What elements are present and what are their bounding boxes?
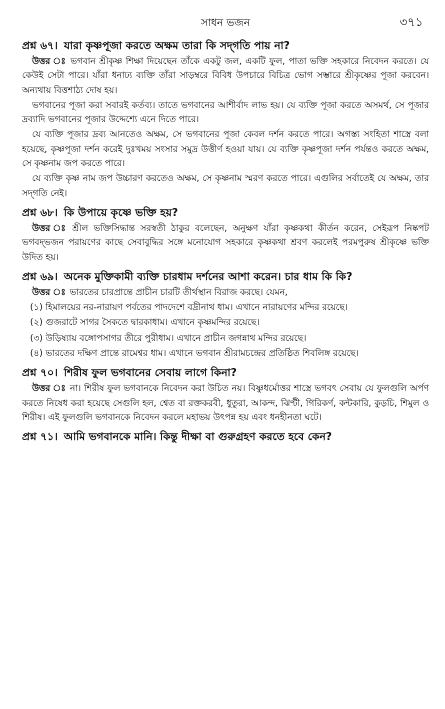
answer-label: উত্তর ঃ: [32, 287, 66, 298]
answer-text: শ্রীল ভক্তিসিদ্ধান্ত সরস্বতী ঠাকুর বলেছেন, অনুক্ষণ যাঁরা কৃষ্ণকথা কীর্তন করেন, সেইরূপ নিষ্কপট ভগবদ্‌ভজন পরায়ণের কাছে সেবাবুদ্ধির সঙ্গে মনোযোগ সহকারে কৃষ্ণকথা শ্রবণ করলেই পরমপুরুষ শ্রীকৃষ্ণে ভক্তি উদিত হয়।: [22, 223, 429, 263]
answer-69: [22, 286, 429, 300]
paragraph: যে ব্যক্তি কৃষ্ণ নাম জপ উচ্চারণ করতেও অক্ষম, সে কৃষ্ণনাম স্মরণ করতে পারে। এগুলির সর্বাতেই যে অক্ষম, তার সদ্‌গতি নেই।: [22, 174, 429, 199]
dham-list-item: (২) গুজরাটে সাগর সৈকতে দ্বারকাধাম। এখানে কৃষ্ণমন্দির রয়েছে।: [30, 318, 260, 329]
question-label: প্রশ্ন ৬৮।: [22, 206, 58, 219]
answer-67: [22, 55, 429, 98]
paragraph: ভগবানের পূজা করা সবারই কর্তব্য। তাতে ভগবানের আশীর্বাদ লাভ হয়। যে ব্যক্তি পূজা করতে অসমর্থ, সে পূজার দ্রব্যাদি ভগবানের পূজার উদ্দেশ্যে এনে দিতে পারে।: [22, 100, 429, 126]
answer-label: উত্তর ঃ: [32, 223, 69, 234]
page-number: ৩৭১: [399, 15, 423, 29]
question-text: অনেক মুক্তিকামী ব্যক্তি চারধাম দর্শনের আশা করেন। চার ধাম কি কি?: [63, 270, 353, 283]
question-text: আমি ভগবানকে মানি। কিন্তু দীক্ষা বা গুরুগ্রহণ করতে হবে কেন?: [63, 431, 332, 444]
question-text: যারা কৃষ্ণপূজা করতে অক্ষম তারা কি সদ্‌গতি পায় না?: [63, 40, 290, 52]
question-69: [22, 270, 429, 285]
answer-label: উত্তর ঃ: [32, 57, 67, 67]
question-label: প্রশ্ন ৬৯।: [22, 270, 58, 283]
answer-70: [22, 382, 429, 425]
question-label: প্রশ্ন ৭১।: [22, 431, 58, 444]
dham-list-item: (৪) ভারতের দক্ষিণ প্রান্তে রামেশ্বর ধাম। এখানে ভগবান শ্রীরামচন্দ্রের প্রতিষ্ঠিত শিবলিঙ্গ রয়েছে।: [30, 349, 359, 360]
question-70: [22, 366, 429, 381]
question-label: প্রশ্ন ৬৭।: [22, 40, 58, 52]
answer-68: [22, 222, 429, 265]
question-text: শিরীষ ফুল ভগবানের সেবায় লাগে কিনা?: [63, 367, 237, 380]
question-68: [22, 206, 429, 221]
dham-list-item: (১) হিমালয়ের নর-নারায়ণ পর্বতের পাদদেশে বদ্রীনাথ ধাম। এখানে নারায়ণের মন্দির রয়েছে।: [30, 303, 348, 314]
dham-list-item: (৩) উড়িষ্যায় বঙ্গোপসাগর তীরে পুরীধাম। এখানে প্রাচীন জগন্নাথ মন্দির রয়েছে।: [30, 333, 307, 344]
question-71: [22, 430, 429, 445]
running-header: [22, 14, 429, 34]
paragraph: যে ব্যক্তি পূজার দ্রব্য আনতেও অক্ষম, সে ভগবানের পূজা কেবল দর্শন করতে পারে। অগস্ত্য সংহিতা শাস্ত্রে বলা হয়েছে, কৃষ্ণপূজা দর্শন করেই দুঃখময় সংসার সমুদ্র উত্তীর্ণ হওয়া যায়। যে ব্যক্তি কৃষ্ণপূজা দর্শন পর্যন্তও করতে অক্ষম, সে কৃষ্ণনাম জপ করতে পারে।: [22, 130, 429, 170]
answer-text: না। শিরীষ ফুল ভগবানকে নিবেদন করা উচিত নয়। বিষ্ণুধর্মোত্তর শাস্ত্রে ভগবৎ সেবায় যে ফুলগুলি অর্পণ করতে নিষেধ করা হয়েছে সেগুলি হল, শ্বেত বা রক্তকরবী, ধুতুরা, আকন্দ, ঝিণ্টী, গিরিকর্ণ, কন্টকারি, কুড়চি, শিমুল ও শিরীষ। এই ফুলগুলি ভগবানকে নিবেদন করলে মহাভয় উৎপন্ন হয় এবং ধনহীনতা ঘটে।: [22, 384, 429, 423]
answer-text: ভগবান শ্রীকৃষ্ণ শিক্ষা দিয়েছেন তাঁকে একটু জল, একটি ফুল, পাতা ভক্তি সহকারে নিবেদন করতে। যে কেউই সেটা পারে। যাঁরা ধনাঢ্য ব্যক্তি তাঁরা সাড়ম্বরে বিবিধ উপচারে বিচিত্র ভোগ সম্ভারে শ্রীকৃষ্ণের পূজা করবেন। অন্যথায় বিত্তশাঠ্য দোষ হয়।: [22, 57, 429, 96]
answer-label: উত্তর ঃ: [32, 384, 66, 395]
chapter-title: সাধন ভজন: [201, 17, 250, 29]
answer-text: ভারতের চারপ্রান্তে প্রাচীন চারটি তীর্থস্থান বিরাজ করছে। যেমন,: [69, 287, 288, 298]
question-67: [22, 39, 429, 54]
question-text: কি উপায়ে কৃষ্ণে ভক্তি হয়?: [63, 206, 179, 219]
question-label: প্রশ্ন ৭০।: [22, 367, 58, 380]
